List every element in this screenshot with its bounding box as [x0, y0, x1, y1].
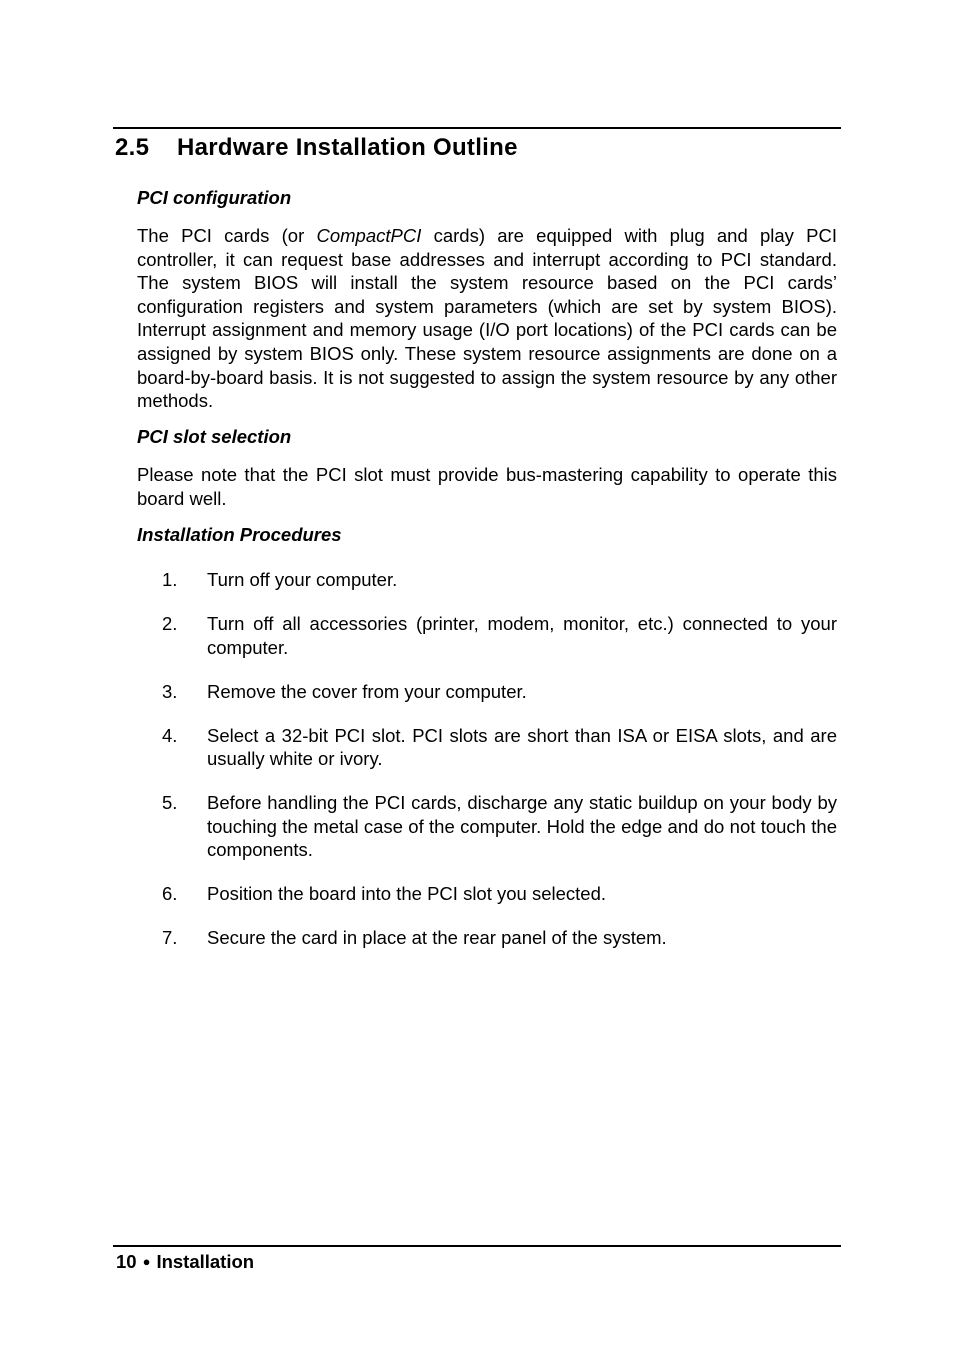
- step-number: 2.: [162, 612, 178, 634]
- step-number: 3.: [162, 680, 178, 702]
- step-text: Before handling the PCI cards, discharge any static buildup on your body by touching the metal case of the computer. Hold the edge and do not touch the components.: [207, 792, 837, 861]
- page-footer: [116, 1251, 254, 1273]
- step-text: Position the board into the PCI slot you selected.: [207, 883, 607, 905]
- section-number: 2.5: [115, 134, 150, 161]
- header-rule: [113, 127, 841, 129]
- page-number: 10: [116, 1251, 137, 1272]
- list-item: [137, 926, 837, 950]
- footer-label: Installation: [156, 1251, 255, 1272]
- installation-procedures-heading: Installation Procedures: [137, 524, 342, 545]
- list-item: [137, 882, 837, 906]
- list-item: [137, 680, 837, 704]
- step-text: Select a 32-bit PCI slot. PCI slots are short than ISA or EISA slots, and are usually white or ivory.: [207, 724, 837, 770]
- pci-configuration-text-rest: cards) are equipped with plug and play PCI controller, it can request base addresses and interrupt according to PCI standard. The system BIOS will install the system resource based on the PCI cards’ configuration registers and system parameters (which are set by system BIOS). Interrupt assignment and memory usage (I/O port locations) of the PCI cards can be assigned by system BIOS only. These system resource assignments are done on a board-by-board basis. It is not suggested to assign the system resource by any other methods.: [137, 225, 837, 412]
- step-text: Turn off all accessories (printer, modem, monitor, etc.) connected to your computer.: [207, 612, 837, 658]
- list-item: [137, 568, 837, 592]
- step-number: 5.: [162, 792, 178, 814]
- step-number: 7.: [162, 927, 178, 949]
- pci-configuration-paragraph: [137, 224, 837, 413]
- step-text: Remove the cover from your computer.: [207, 680, 527, 702]
- pci-slot-selection-paragraph: [137, 463, 837, 510]
- step-text: Secure the card in place at the rear panel of the system.: [207, 927, 667, 949]
- footer-rule: [113, 1245, 841, 1247]
- pci-configuration-text-start: The PCI cards (or: [137, 225, 317, 246]
- step-number: 1.: [162, 569, 178, 590]
- installation-steps-list: [137, 568, 837, 970]
- step-text: Turn off your computer.: [207, 569, 398, 590]
- list-item: [137, 612, 837, 659]
- pci-slot-selection-heading: PCI slot selection: [137, 426, 292, 447]
- pci-slot-selection-text: Please note that the PCI slot must provide bus-mastering capability to operate this board well.: [137, 464, 837, 509]
- compactpci-term: CompactPCI: [316, 225, 422, 246]
- section-title: Hardware Installation Outline: [177, 134, 518, 161]
- section-heading: [115, 134, 518, 162]
- list-item: [137, 791, 837, 862]
- list-item: [137, 724, 837, 771]
- bullet-icon: ●: [142, 1254, 151, 1269]
- step-number: 6.: [162, 883, 178, 905]
- pci-configuration-heading: PCI configuration: [137, 187, 292, 208]
- step-number: 4.: [162, 724, 178, 746]
